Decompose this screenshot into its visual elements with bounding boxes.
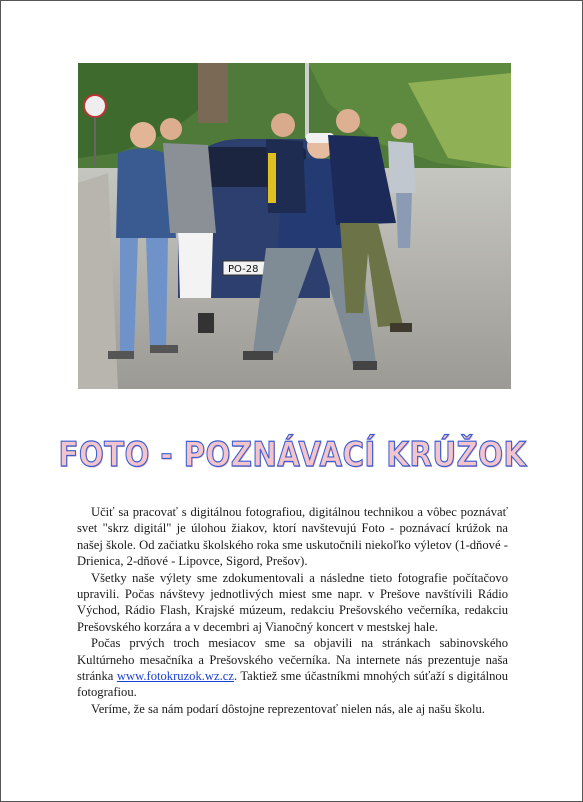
page-title: FOTO - POZNÁVACÍ KRÚŽOK [58, 435, 527, 475]
paragraph-2: Všetky naše výlety sme zdokumentovali a následne tieto fotografie počítačovo upravili. Počas návštevy jednotlivých miest sme napr. v Prešove navštívili Rádio Východ, Rádio Flash, Krajské múzeum, redakciu Prešovského večerníka, redakciu Prešovského korzára a v decembri aj Vianočný koncert v mestskej hale. [77, 570, 508, 634]
paragraph-3-text-b: . Taktiež sme účastníkmi mnohých súťaží s digitálnou fotografiou. [77, 669, 508, 700]
paragraph-3-text-a: Počas prvých troch mesiacov sme sa objavili na stránkach sabinovského Kultúrneho mesačníka a Prešovského večerníka. Na internete nás prezentuje naša stránka [77, 636, 508, 684]
license-plate-text: PO-28 [228, 264, 259, 275]
paragraph-1: Učiť sa pracovať s digitálnou fotografiou, digitálnou technikou a vôbec poznávať svet "skrz digitál" je úlohou žiakov, ktorí navštevujú Foto - poznávací krúžok na našej škole. Od začiatku školského roka sme uskutočnili niekoľko výletov (1-dňové - Drienica, 2-dňové - Lipovce, Sigord, Prešov). [77, 505, 508, 569]
paragraph-4: Veríme, že sa nám podarí dôstojne reprezentovať nielen nás, ale aj našu školu. [91, 701, 485, 716]
article-body [77, 504, 508, 717]
website-link[interactable]: www.fotokruzok.wz.cz [116, 669, 234, 684]
group-photo [78, 63, 511, 389]
paragraph-3 [77, 635, 508, 701]
